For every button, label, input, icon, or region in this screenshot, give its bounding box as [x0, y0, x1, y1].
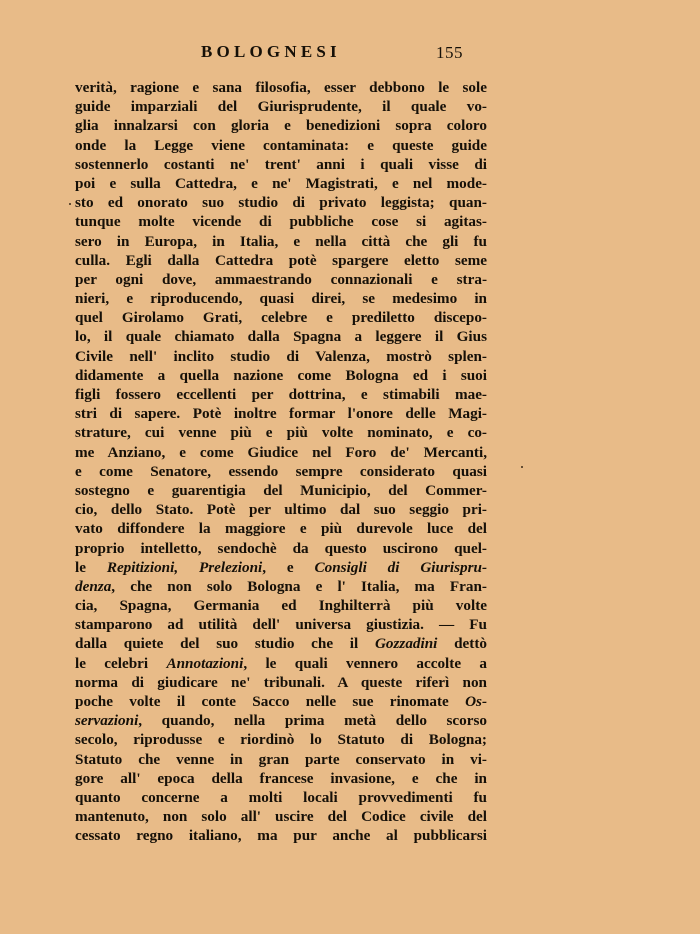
text-line [75, 136, 487, 155]
text-run: sero in Europa, in Italia, e nella città che gli fu [75, 232, 487, 250]
body-text [75, 78, 487, 846]
text-run: tunque molte vicende di pubbliche cose si agitas- [75, 213, 487, 231]
text-line [75, 807, 487, 826]
text-line [75, 174, 487, 193]
page-number: 155 [436, 43, 463, 62]
text-line [75, 423, 487, 442]
text-run: stamparono ad utilità dell' universa giustizia. — Fu [75, 616, 487, 634]
text-line [75, 251, 487, 270]
text-line [75, 308, 487, 327]
italic-text: Os- [465, 693, 487, 710]
text-run: poi e sulla Cattedra, e ne' Magistrati, e nel mode- [75, 174, 487, 192]
text-run: strature, cui venne più e più volte nominato, e co- [75, 424, 487, 442]
text-run: Civile nell' inclito studio di Valenza, mostrò splen- [75, 347, 487, 365]
text-run: norma di giudicare ne' tribunali. A queste riferì non [75, 673, 487, 691]
text-run: didamente a quella nazione come Bologna ed i suoi [75, 366, 487, 384]
text-run: secolo, riprodusse e riordinò lo Statuto di Bologna; [75, 731, 487, 749]
text-line [75, 385, 487, 404]
text-run: gore all' epoca della francese invasione, e che in [75, 769, 487, 787]
text-run: sostegno e guarentigia del Municipio, del Commer- [75, 481, 487, 499]
text-line [75, 730, 487, 749]
text-run: nieri, e riproducendo, quasi direi, se medesimo in [75, 290, 487, 308]
text-line [75, 615, 487, 634]
text-line [75, 788, 487, 807]
text-run: Statuto che venne in gran parte conservato in vi- [75, 750, 487, 768]
text-line [75, 347, 487, 366]
text-line [75, 193, 487, 212]
text-line [75, 404, 487, 423]
italic-text: Annotazioni [166, 654, 244, 672]
text-line [75, 826, 487, 845]
text-run: per ogni dove, ammaestrando connazionali e stra- [75, 270, 487, 288]
text-line [75, 232, 487, 251]
text-run: poche volte il conte Sacco nelle sue rinomate [75, 693, 466, 710]
italic-text: denza [75, 577, 112, 595]
text-run: , le quali vennero accolte a [243, 654, 487, 672]
text-line [75, 692, 487, 711]
text-line [75, 481, 487, 500]
italic-text: Repitizioni, Prelezioni [106, 558, 263, 576]
text-line [75, 654, 487, 673]
text-run: stri di sapere. Potè inoltre formar l'onore delle Magi- [75, 405, 487, 423]
text-run: guide imparziali del Giurisprudente, il quale vo- [75, 98, 487, 116]
italic-text: Gozzadini [374, 635, 438, 653]
text-line [75, 539, 487, 558]
text-run: glia innalzarsi con gloria e benedizioni sopra coloro [75, 117, 487, 135]
paper-speck [69, 203, 71, 205]
text-line [75, 155, 487, 174]
text-line [75, 500, 487, 519]
text-line [75, 97, 487, 116]
text-run: onde la Legge viene contaminata: e queste guide [75, 136, 487, 154]
text-run: le celebri [75, 654, 167, 672]
text-line [75, 327, 487, 346]
text-line [75, 577, 487, 596]
text-run: dalla quiete del suo studio che il [75, 635, 375, 653]
text-run: mantenuto, non solo all' uscire del Codice civile del [75, 808, 487, 826]
italic-text: Consigli di Giurispru- [314, 558, 487, 576]
text-line [75, 462, 487, 481]
text-run: e come Senatore, essendo sempre considerato quasi [75, 462, 487, 480]
text-run: , quando, nella prima metà dello scorso [138, 712, 487, 730]
paper-speck [521, 466, 523, 468]
running-head [0, 42, 700, 66]
text-line [75, 769, 487, 788]
text-line [75, 212, 487, 231]
text-line [75, 366, 487, 385]
text-run: sto ed onorato suo studio di privato leggista; quan- [75, 194, 487, 212]
text-run: le [75, 558, 107, 576]
text-line [75, 634, 487, 653]
text-run: sostennerlo costanti ne' trent' anni i quali visse di [75, 155, 487, 173]
text-line [75, 711, 487, 730]
text-run: cessato regno italiano, ma pur anche al pubblicarsi [75, 827, 487, 845]
text-line [75, 443, 487, 462]
text-run: quanto concerne a molti locali provvedimenti fu [75, 788, 487, 806]
text-run: cio, dello Stato. Potè per ultimo dal suo seggio pri- [75, 501, 487, 519]
text-run: me Anziano, e come Giudice nel Foro de' Mercanti, [75, 443, 487, 461]
text-run: cia, Spagna, Germania ed Inghilterrà più volte [75, 597, 487, 615]
text-run: dettò [437, 635, 487, 653]
text-run: quel Girolamo Grati, celebre e prediletto discepo- [75, 309, 487, 327]
text-run: figli fossero eccellenti per dottrina, e stimabili mae- [75, 386, 487, 403]
running-title: BOLOGNESI [201, 42, 341, 61]
text-line [75, 673, 487, 692]
text-run: verità, ragione e sana filosofia, esser debbono le sole [75, 79, 487, 96]
text-line [75, 519, 487, 538]
text-line [75, 558, 487, 577]
text-line [75, 289, 487, 308]
text-run: , e [262, 558, 315, 576]
text-run: , che non solo Bologna e l' Italia, ma Fran- [111, 577, 487, 595]
italic-text: servazioni [75, 712, 139, 730]
text-line [75, 270, 487, 289]
text-run: culla. Egli dalla Cattedra potè spargere eletto seme [75, 251, 487, 269]
text-line [75, 596, 487, 615]
text-line [75, 750, 487, 769]
text-run: lo, il quale chiamato dalla Spagna a leggere il Gius [75, 328, 487, 346]
text-run: proprio intelletto, sendochè da questo uscirono quel- [75, 539, 487, 557]
text-line [75, 78, 487, 97]
text-run: vato diffondere la maggiore e più durevole luce del [75, 520, 487, 538]
text-line [75, 116, 487, 135]
